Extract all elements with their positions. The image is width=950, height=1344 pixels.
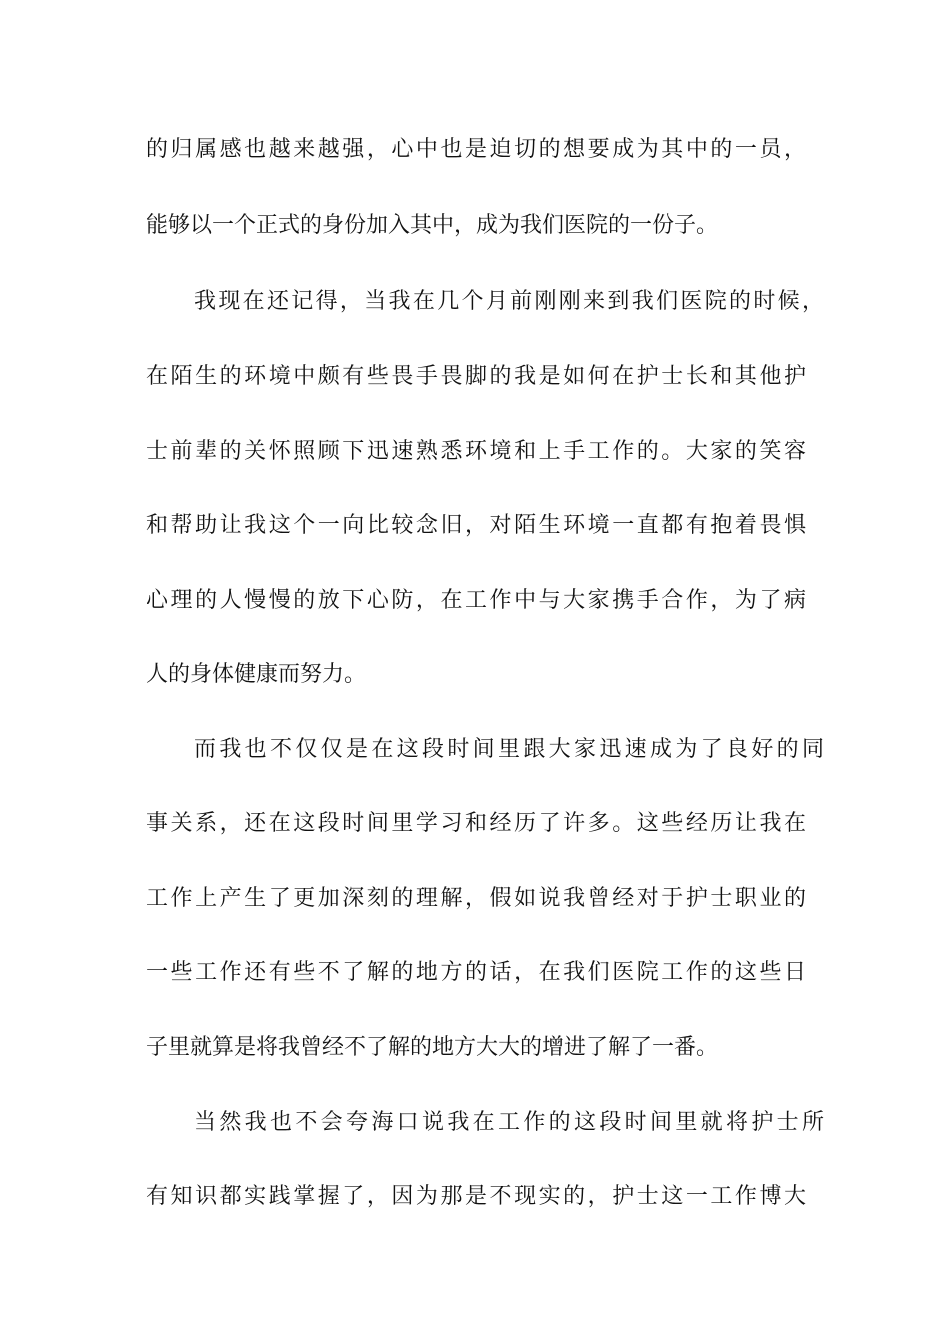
- text-line: 而我也不仅仅是在这段时间里跟大家迅速成为了良好的同: [194, 737, 824, 762]
- text-line: 事关系，还在这段时间里学习和经历了许多。这些经历让我在: [146, 811, 806, 836]
- text-line: 能够以一个正式的身份加入其中，成为我们医院的一份子。: [146, 213, 719, 238]
- text-line: 子里就算是将我曾经不了解的地方大大的增进了解了一番。: [146, 1035, 719, 1060]
- text-line: 人的身体健康而努力。: [146, 662, 367, 687]
- text-line: 和帮助让我这个一向比较念旧，对陌生环境一直都有抱着畏惧: [146, 513, 806, 538]
- text-line: 有知识都实践掌握了，因为那是不现实的，护士这一工作博大: [146, 1184, 806, 1209]
- text-line: 当然我也不会夸海口说我在工作的这段时间里就将护士所: [194, 1110, 824, 1135]
- text-line: 在陌生的环境中颇有些畏手畏脚的我是如何在护士长和其他护: [146, 364, 806, 389]
- text-line: 士前辈的关怀照顾下迅速熟悉环境和上手工作的。大家的笑容: [146, 439, 806, 464]
- text-line: 的归属感也越来越强，心中也是迫切的想要成为其中的一员，: [146, 137, 806, 162]
- text-line: 我现在还记得，当我在几个月前刚刚来到我们医院的时候，: [194, 289, 824, 314]
- text-line: 心理的人慢慢的放下心防，在工作中与大家携手合作，为了病: [146, 588, 806, 613]
- text-line: 工作上产生了更加深刻的理解，假如说我曾经对于护士职业的: [146, 886, 806, 911]
- text-line: 一些工作还有些不了解的地方的话，在我们医院工作的这些日: [146, 960, 806, 985]
